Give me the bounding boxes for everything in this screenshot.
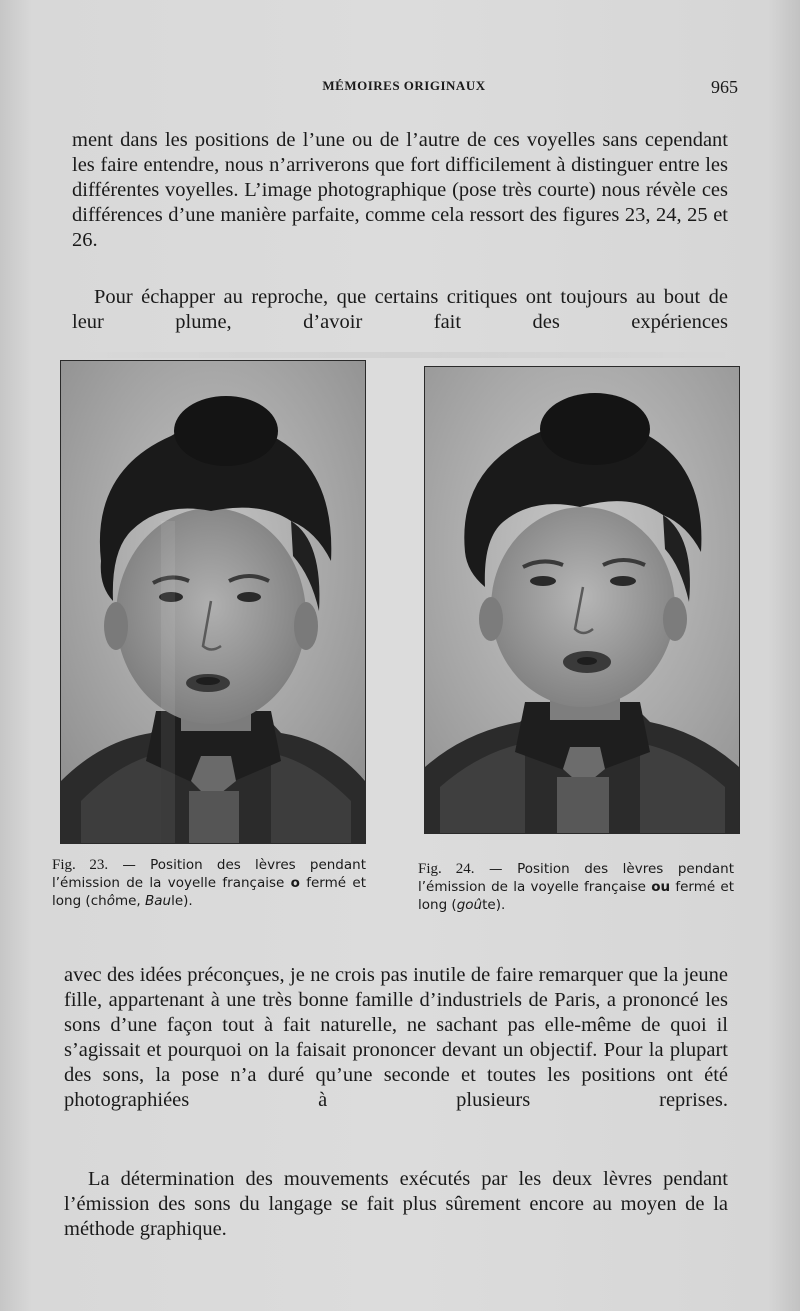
paragraph-3: avec des idées préconçues, je ne crois pas inutile de faire remarquer que la jeune fille, appartenant à une très bonne famille d’industriels de Paris, a prononcé les sons d’une façon tout à fait naturelle, ne sachant pas elle-même de quoi il s’agissait et pourquoi on la faisait prononcer devant un objectif. Pour la plupart des sons, la pose n’a duré qu’une seconde et toutes les positions ont été photographiées à plusieurs reprises.: [64, 964, 728, 1111]
paragraph-1: ment dans les positions de l’une ou de l’autre de ces voyelles sans cependant les faire entendre, nous n’arriverons que fort difficilement à distinguer entre les différentes voyelles. L’image photographique (pose très courte) nous révèle ces différences d’une manière parfaite, comme cela ressort des figures 23, 24, 25 et 26.: [72, 129, 728, 251]
figure-24-vowel: ou: [651, 879, 671, 895]
figure-24-label: Fig. 24.: [418, 861, 475, 877]
figure-23-caption: Fig. 23. — Position des lèvres pendant l’émission de la voyelle française o fermé et long (chôme, Baule).: [52, 857, 366, 909]
paragraph-2: Pour échapper au reproche, que certains critiques ont toujours au bout de leur plume, d’avoir fait des expériences: [72, 286, 728, 333]
figure-23-label: Fig. 23.: [52, 857, 109, 873]
page-number: 965: [711, 77, 738, 97]
print-smudge: [60, 352, 740, 358]
figure-23-vowel: o: [290, 875, 300, 891]
figure-24-photograph: [424, 366, 740, 834]
figure-23-photograph: [60, 360, 366, 844]
portrait-girl-vowel-ou: [425, 367, 739, 833]
portrait-girl-vowel-o: [61, 361, 365, 843]
figure-24-caption: Fig. 24. — Position des lèvres pendant l’émission de la voyelle française ou fermé et long (goûte).: [418, 861, 734, 913]
page-header: [70, 78, 738, 102]
paragraph-4: La détermination des mouvements exécutés par les deux lèvres pendant l’émission des sons du langage se fait plus sûrement encore au moyen de la méthode graphique.: [64, 1168, 728, 1240]
running-title: MÉMOIRES ORIGINAUX: [322, 78, 486, 93]
